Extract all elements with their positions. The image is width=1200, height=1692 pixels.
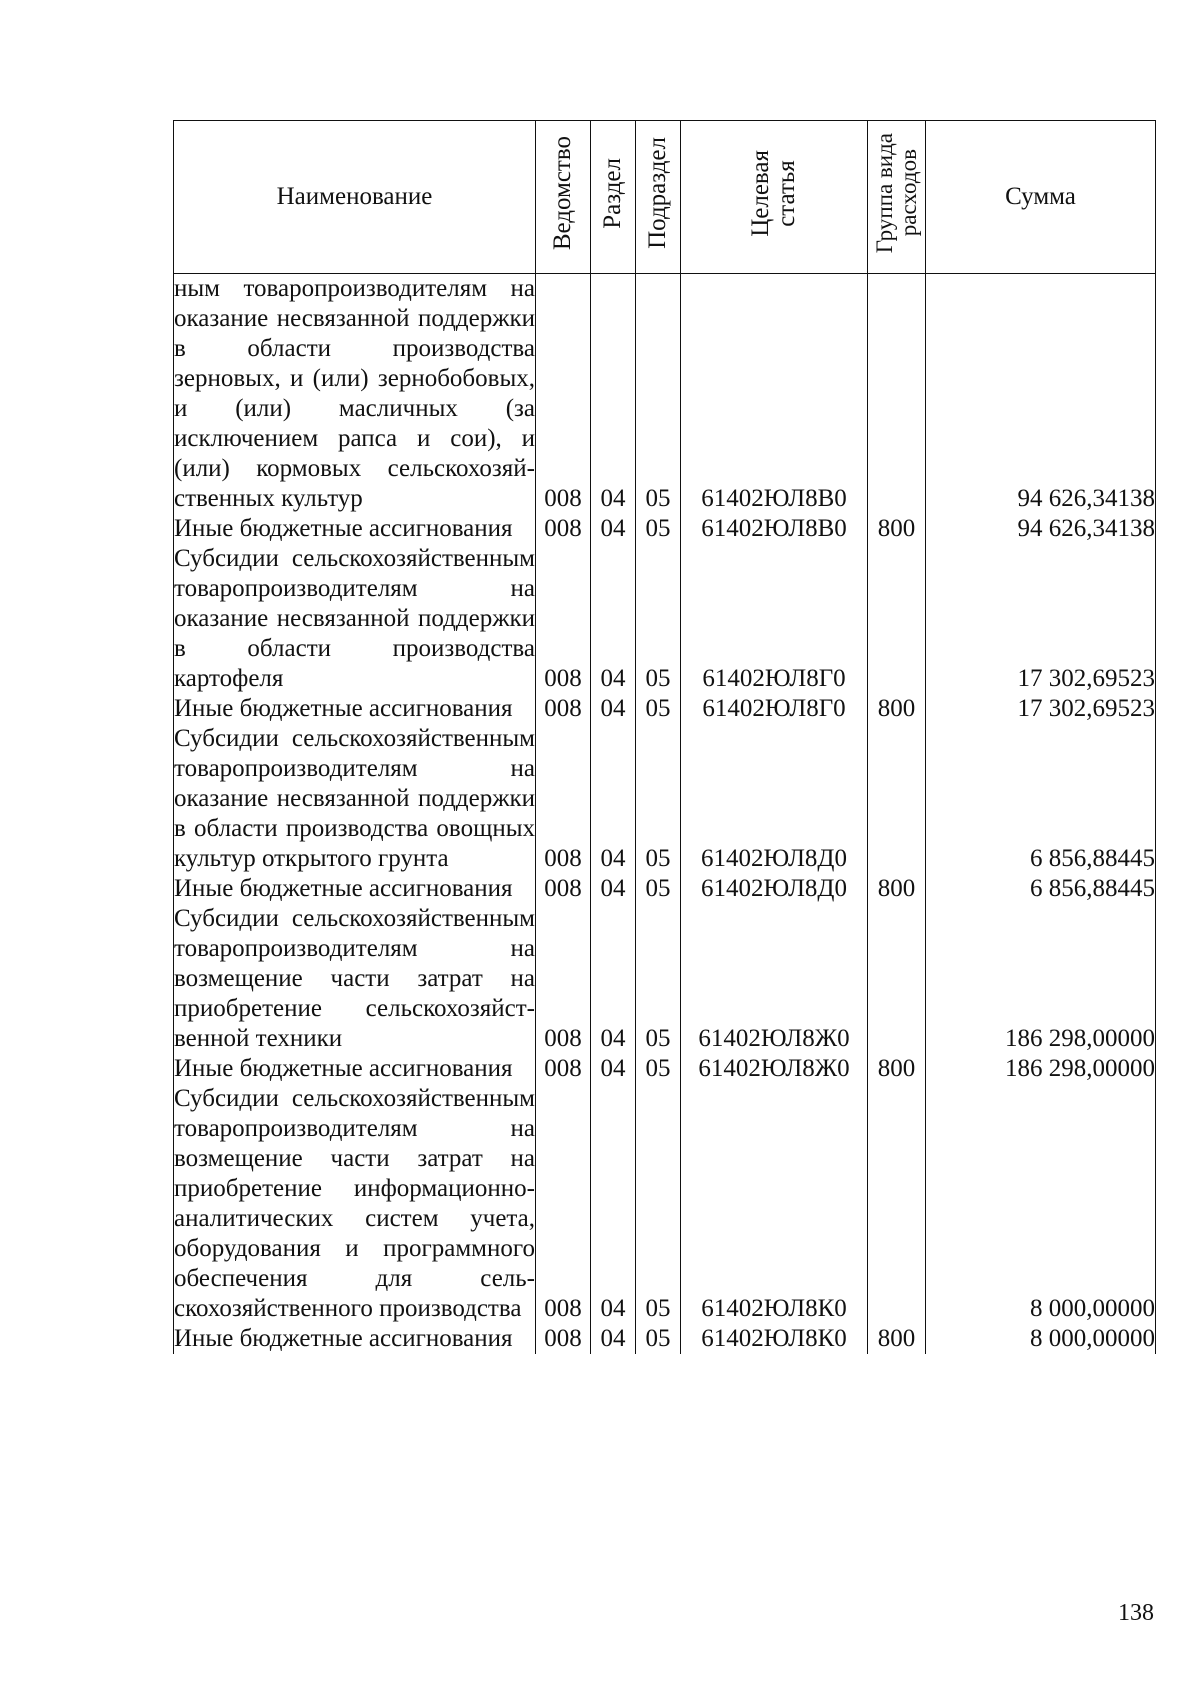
table-header <box>174 121 1156 274</box>
row-subsection-cell: 05 <box>636 544 681 694</box>
row-sum-cell: 186 298,00000 <box>926 1054 1156 1084</box>
row-name-cell: Субсидии сельскохозяйственным товаропроизводителям на возмещение части затрат на приобретение информационно-аналитических систем учета, оборудования и программного обеспечения для сельскохозяйственного производства <box>174 1085 535 1322</box>
row-department-cell: 008 <box>536 514 591 544</box>
row-subsection-cell: 05 <box>636 1324 681 1354</box>
row-department-cell: 008 <box>536 904 591 1054</box>
table-row <box>174 1084 1156 1324</box>
row-subsection-cell: 05 <box>636 514 681 544</box>
row-name-cell: Субсидии сельскохозяйственным товаропроизводителям на оказание несвязанной поддержки в области производства картофеля <box>174 545 535 692</box>
row-expense-group-cell: 800 <box>868 514 926 544</box>
row-section-cell: 04 <box>591 274 636 515</box>
row-sum-cell: 17 302,69523 <box>926 544 1156 694</box>
row-subsection-cell: 05 <box>636 274 681 515</box>
row-section-cell: 04 <box>591 874 636 904</box>
row-expense-group-cell: 800 <box>868 1324 926 1354</box>
table-row <box>174 694 1156 724</box>
row-expense-group-cell <box>868 274 926 515</box>
row-target-article-cell: 61402ЮЛ8Г0 <box>681 694 868 724</box>
row-name-cell: Субсидии сельскохозяйственным товаропроизводителям на оказание несвязанной поддержки в области производства овощных культур открытого грунта <box>174 725 535 872</box>
header-subsection: Подраздел <box>636 121 681 274</box>
row-department-cell: 008 <box>536 1324 591 1354</box>
table-row <box>174 1324 1156 1354</box>
row-department-cell: 008 <box>536 724 591 874</box>
row-name-cell: Иные бюджетные ассигнования <box>174 1054 536 1084</box>
page-number: 138 <box>1118 1600 1154 1626</box>
row-name-cell: Субсидии сельскохозяйственным товаропроизводителям на возмещение части затрат на приобретение сельскохозяйственной техники <box>174 905 535 1052</box>
row-section-cell: 04 <box>591 1054 636 1084</box>
row-section-cell: 04 <box>591 904 636 1054</box>
header-name: Наименование <box>174 121 536 274</box>
header-department: Ведомство <box>536 121 591 274</box>
row-target-article-cell: 61402ЮЛ8Ж0 <box>681 904 868 1054</box>
row-expense-group-cell <box>868 544 926 694</box>
row-target-article-cell: 61402ЮЛ8В0 <box>681 274 868 515</box>
table-row <box>174 274 1156 515</box>
budget-table <box>173 120 1156 1354</box>
row-department-cell: 008 <box>536 274 591 515</box>
row-section-cell: 04 <box>591 724 636 874</box>
table-row <box>174 724 1156 874</box>
row-subsection-cell: 05 <box>636 694 681 724</box>
row-subsection-cell: 05 <box>636 724 681 874</box>
row-target-article-cell: 61402ЮЛ8Ж0 <box>681 1054 868 1084</box>
header-expense-group: Группа вида расходов <box>868 121 926 274</box>
row-section-cell: 04 <box>591 694 636 724</box>
table-row <box>174 544 1156 694</box>
header-section: Раздел <box>591 121 636 274</box>
row-department-cell: 008 <box>536 544 591 694</box>
row-section-cell: 04 <box>591 544 636 694</box>
row-name-cell: Иные бюджетные ассигнования <box>174 514 536 544</box>
row-sum-cell: 94 626,34138 <box>926 514 1156 544</box>
row-subsection-cell: 05 <box>636 904 681 1054</box>
row-target-article-cell: 61402ЮЛ8К0 <box>681 1324 868 1354</box>
row-expense-group-cell <box>868 1084 926 1324</box>
row-target-article-cell: 61402ЮЛ8Д0 <box>681 874 868 904</box>
row-subsection-cell: 05 <box>636 1054 681 1084</box>
row-department-cell: 008 <box>536 1084 591 1324</box>
row-expense-group-cell: 800 <box>868 1054 926 1084</box>
row-target-article-cell: 61402ЮЛ8Д0 <box>681 724 868 874</box>
row-target-article-cell: 61402ЮЛ8В0 <box>681 514 868 544</box>
row-expense-group-cell <box>868 724 926 874</box>
row-department-cell: 008 <box>536 694 591 724</box>
row-expense-group-cell: 800 <box>868 694 926 724</box>
row-name-cell: Иные бюджетные ассигнования <box>174 1324 536 1354</box>
table-row <box>174 514 1156 544</box>
table-body <box>174 274 1156 1355</box>
row-sum-cell: 17 302,69523 <box>926 694 1156 724</box>
row-department-cell: 008 <box>536 1054 591 1084</box>
row-subsection-cell: 05 <box>636 1084 681 1324</box>
row-name-cell: ным товаропроизводителям на оказание несвязанной поддержки в области производства зерновых, и (или) зернобобовых, и (или) масличных (за исключением рапса и сои), и (или) кормовых сельскохозяйственных культур <box>174 275 535 512</box>
table-row <box>174 874 1156 904</box>
row-sum-cell: 6 856,88445 <box>926 874 1156 904</box>
row-sum-cell: 6 856,88445 <box>926 724 1156 874</box>
row-sum-cell: 8 000,00000 <box>926 1084 1156 1324</box>
table-row <box>174 1054 1156 1084</box>
row-section-cell: 04 <box>591 1324 636 1354</box>
row-name-cell: Иные бюджетные ассигнования <box>174 694 536 724</box>
row-sum-cell: 186 298,00000 <box>926 904 1156 1054</box>
row-expense-group-cell <box>868 904 926 1054</box>
header-sum: Сумма <box>926 121 1156 274</box>
row-expense-group-cell: 800 <box>868 874 926 904</box>
row-section-cell: 04 <box>591 514 636 544</box>
table-row <box>174 904 1156 1054</box>
row-subsection-cell: 05 <box>636 874 681 904</box>
row-section-cell: 04 <box>591 1084 636 1324</box>
row-target-article-cell: 61402ЮЛ8Г0 <box>681 544 868 694</box>
row-name-cell: Иные бюджетные ассигнования <box>174 874 536 904</box>
row-target-article-cell: 61402ЮЛ8К0 <box>681 1084 868 1324</box>
header-target-article: Целевая статья <box>681 121 868 274</box>
row-sum-cell: 94 626,34138 <box>926 274 1156 515</box>
row-sum-cell: 8 000,00000 <box>926 1324 1156 1354</box>
row-department-cell: 008 <box>536 874 591 904</box>
